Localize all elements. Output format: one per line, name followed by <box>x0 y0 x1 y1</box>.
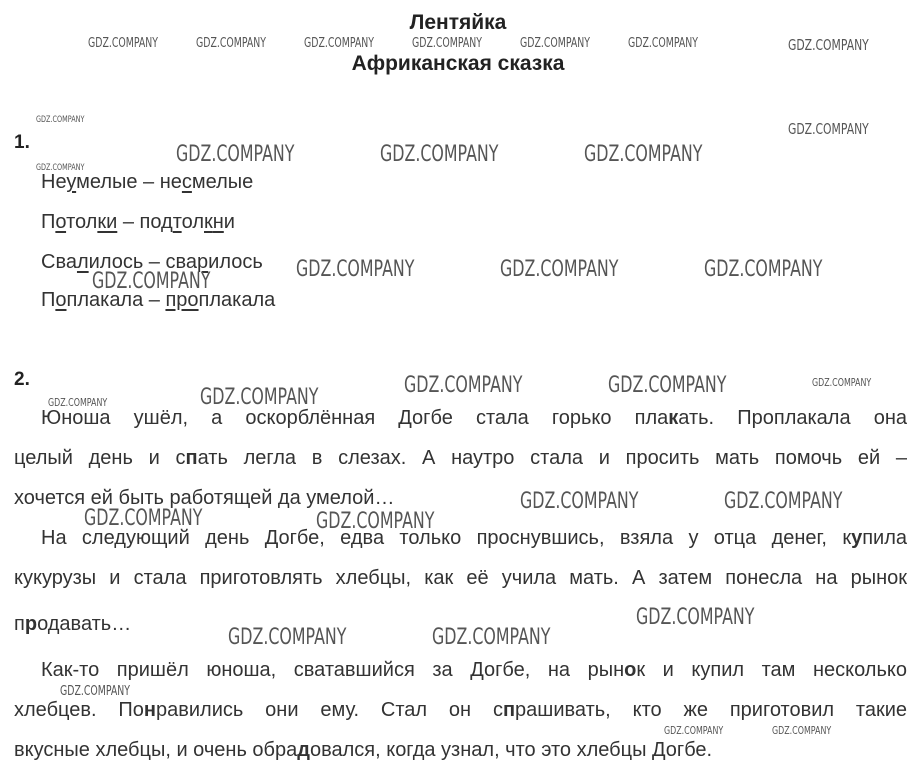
watermark: GDZ.COMPANY <box>636 605 755 630</box>
page-subtitle: Африканская сказка <box>351 52 565 75</box>
watermark: GDZ.COMPANY <box>788 120 869 138</box>
watermark: GDZ.COMPANY <box>228 625 347 650</box>
paragraph-3 <box>14 650 907 770</box>
watermark: GDZ.COMPANY <box>196 36 266 51</box>
watermark: GDZ.COMPANY <box>520 36 590 51</box>
watermark: GDZ.COMPANY <box>60 684 130 699</box>
watermark: GDZ.COMPANY <box>36 163 85 173</box>
watermark: GDZ.COMPANY <box>412 36 482 51</box>
watermark: GDZ.COMPANY <box>788 36 869 54</box>
task-number-1: 1. <box>14 132 30 153</box>
watermark: GDZ.COMPANY <box>92 269 211 294</box>
paragraph-line: Как-то пришёл юноша, сватавшийся за Догбе, на рынок и купил там несколько <box>41 659 907 681</box>
watermark: GDZ.COMPANY <box>520 489 639 514</box>
watermark: GDZ.COMPANY <box>608 373 727 398</box>
watermark: GDZ.COMPANY <box>500 257 619 282</box>
watermark: GDZ.COMPANY <box>316 509 435 534</box>
watermark: GDZ.COMPANY <box>432 625 551 650</box>
watermark: GDZ.COMPANY <box>88 36 158 51</box>
word-pair-4: Поплакала – проплакала <box>41 289 276 311</box>
task-number-2: 2. <box>14 369 30 390</box>
watermark: GDZ.COMPANY <box>296 257 415 282</box>
watermark: GDZ.COMPANY <box>628 36 698 51</box>
watermark: GDZ.COMPANY <box>404 373 523 398</box>
paragraph-line: Юноша ушёл, а оскорблённая Догбе стала горько плакать. Проплакала она <box>41 407 907 429</box>
paragraph-line: хочется ей быть работящей да умелой… <box>14 487 395 509</box>
watermark: GDZ.COMPANY <box>812 376 872 389</box>
paragraph-line: продавать… <box>14 613 132 635</box>
watermark: GDZ.COMPANY <box>584 142 703 167</box>
paragraph-line: кукурузы и стала приготовлять хлебцы, как её учила мать. А затем понесла на рынок <box>14 567 907 589</box>
paragraph-line: хлебцев. Понравились они ему. Стал он спрашивать, кто же приготовил такие <box>14 699 907 721</box>
watermark: GDZ.COMPANY <box>304 36 374 51</box>
watermark: GDZ.COMPANY <box>176 142 295 167</box>
paragraph-line: вкусные хлебцы, и очень обрадовался, когда узнал, что это хлебцы Догбе. <box>14 739 713 761</box>
watermark: GDZ.COMPANY <box>704 257 823 282</box>
word-pair-2: Потолки – подтолкни <box>41 211 235 233</box>
watermark: GDZ.COMPANY <box>36 115 85 125</box>
watermark: GDZ.COMPANY <box>200 385 319 410</box>
watermark: GDZ.COMPANY <box>664 724 724 737</box>
watermark: GDZ.COMPANY <box>380 142 499 167</box>
word-pair-1: Неумелые – несмелые <box>41 171 254 193</box>
watermark: GDZ.COMPANY <box>724 489 843 514</box>
watermark: GDZ.COMPANY <box>772 724 832 737</box>
paragraph-line: На следующий день Догбе, едва только проснувшись, взяла у отца денег, купила <box>41 527 907 549</box>
watermark: GDZ.COMPANY <box>84 506 203 531</box>
watermark: GDZ.COMPANY <box>48 396 108 409</box>
paragraph-line: целый день и спать легла в слезах. А наутро стала и просить мать помочь ей – <box>14 447 907 469</box>
word-pair-3: Свалилось – сварилось <box>41 251 263 273</box>
page-title: Лентяйка <box>409 11 507 34</box>
